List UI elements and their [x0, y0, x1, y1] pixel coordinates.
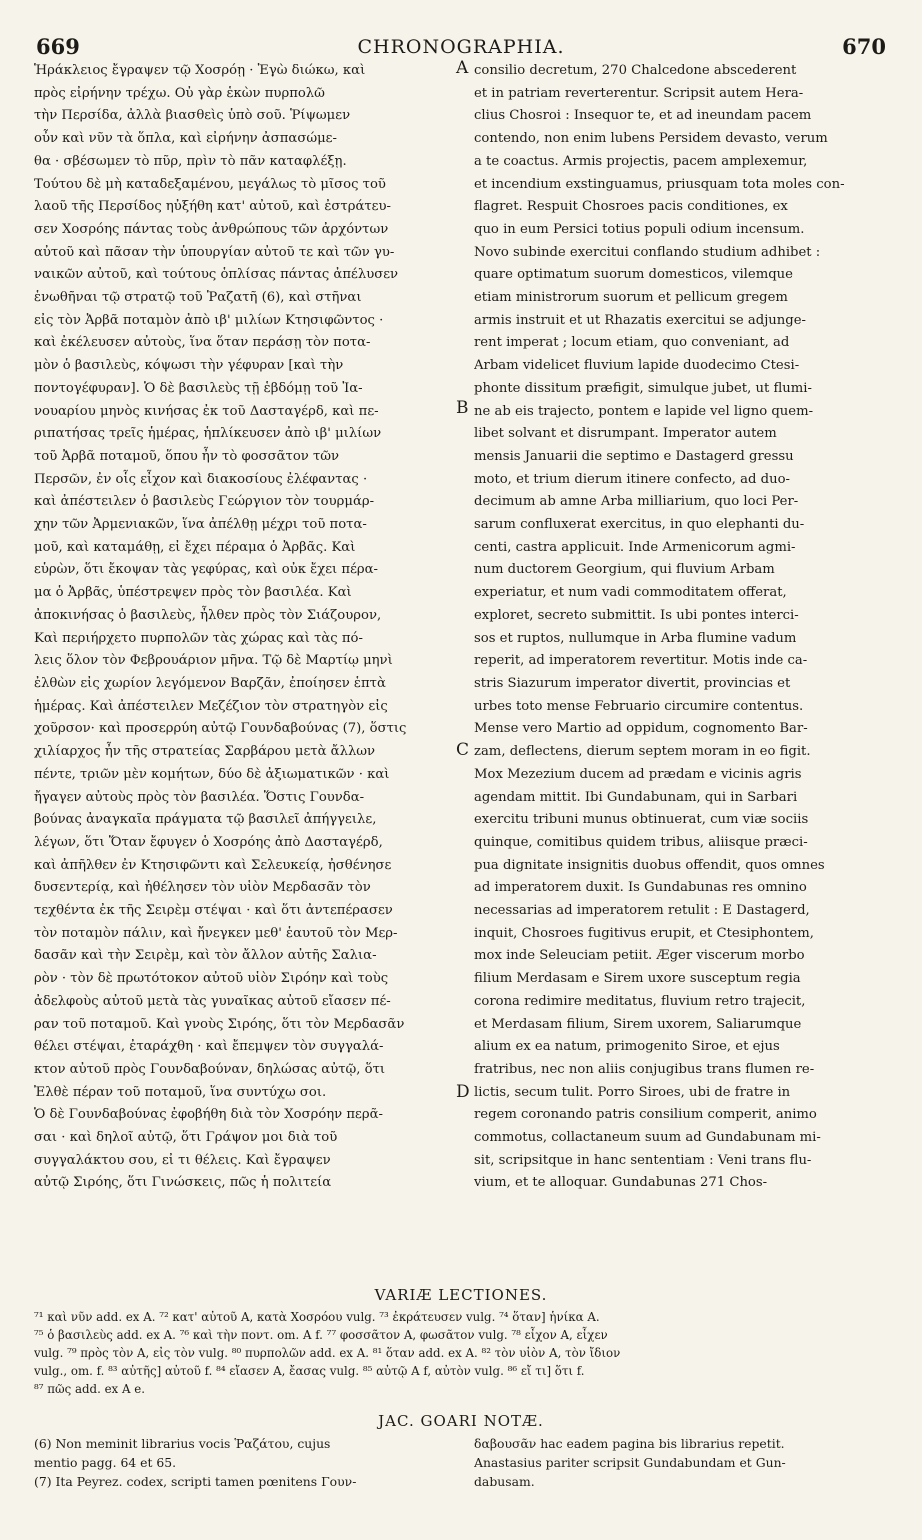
latin-text-line: regem coronando patris consilium comperit, animo: [474, 1107, 817, 1123]
greek-text-line: μὸν ὁ βασιλεὺς, κόψωσι τὴν γέφυραν [καὶ τὴν: [34, 358, 344, 374]
latin-text-line: moto, et trium dierum itinere confecto, ad duo-: [474, 471, 791, 487]
latin-text-line: vium, et te alloquar. Gundabunas 271 Chos-: [474, 1175, 768, 1191]
running-title: CHRONOGRAPHIA.: [357, 36, 565, 58]
margin-letter-d: D: [456, 1082, 470, 1102]
greek-text-line: μοῦ, καὶ καταμάθῃ, εἰ ἔχει πέραμα ὁ Ἀρβᾶς. Καὶ: [34, 539, 356, 555]
latin-text-line: exercitu tribuni munus obtinuerat, cum viæ sociis: [474, 812, 809, 828]
greek-text-line: πέντε, τριῶν μὲν κομήτων, δύο δὲ ἀξιωματικῶν · καὶ: [34, 766, 390, 782]
note-line: dabusam.: [474, 1474, 535, 1489]
latin-text-line: ad imperatorem duxit. Is Gundabunas res omnino: [474, 880, 807, 896]
latin-text-line: agendam mittit. Ibi Gundabunam, qui in Sarbari: [474, 789, 798, 805]
greek-text-line: ριπατήσας τρεῖς ἡμέρας, ἡπλίκευσεν ἀπὸ ιβ' μιλίων: [34, 426, 382, 442]
greek-text-line: μα ὁ Ἀρβᾶς, ὑπέστρεψεν πρὸς τὸν βασιλέα. Καὶ: [34, 585, 352, 601]
greek-text-line: Καὶ περιήρχετο πυρπολῶν τὰς χώρας καὶ τὰς πό-: [34, 630, 363, 646]
latin-text-line: urbes toto mense Februario circumire contentus.: [474, 698, 804, 714]
latin-text-line: commotus, collactaneum suum ad Gundabunam mi-: [474, 1130, 821, 1146]
latin-text-line: consilio decretum, 270 Chalcedone abscederent: [474, 63, 797, 78]
latin-text-line: experiatur, et num vadi commoditatem offerat,: [474, 585, 787, 601]
latin-text-line: libet solvant et disrumpant. Imperator autem: [474, 426, 777, 442]
latin-text-line: alium ex ea natum, primogenito Siroe, et ejus: [474, 1039, 780, 1055]
greek-text-line: αὐτοῦ καὶ πᾶσαν τὴν ὑπουργίαν αὐτοῦ τε καὶ τῶν γυ-: [34, 244, 395, 260]
latin-text-line: fratribus, nec non aliis conjugibus trans flumen re-: [474, 1061, 815, 1077]
greek-text-line: χην τῶν Ἀρμενιακῶν, ἵνα ἀπέλθῃ μέχρι τοῦ ποτα-: [34, 517, 367, 533]
greek-text-line: θέλει στέψαι, ἐταράχθη · καὶ ἔπεμψεν τὸν συγγαλά-: [34, 1039, 384, 1055]
greek-text-line: Τούτου δὲ μὴ καταδεξαμένου, μεγάλως τὸ μῖσος τοῦ: [34, 176, 386, 192]
greek-text-line: ραν τοῦ ποταμοῦ. Καὶ γνοὺς Σιρόης, ὅτι τὸν Μερδασᾶν: [34, 1016, 405, 1032]
greek-text-line: λέγων, ὅτι Ὅταν ἔφυγεν ὁ Χοσρόης ἀπὸ Δασταγέρδ,: [34, 834, 383, 850]
latin-text-line: phonte dissitum præfigit, simulque jubet, ut flumi-: [474, 380, 812, 396]
greek-text-line: δασᾶν καὶ τὴν Σειρὲμ, καὶ τὸν ἄλλον αὐτῆς Σαλια-: [34, 948, 377, 964]
latin-text-line: armis instruit et ut Rhazatis exercitui se adjunge-: [474, 312, 806, 328]
note-line: (6) Non meminit librarius vocis Ῥαζάτου, cujus: [34, 1436, 331, 1451]
greek-text-line: ἀδελφοὺς αὐτοῦ μετὰ τὰς γυναῖκας αὐτοῦ εἴασεν πέ-: [34, 993, 391, 1009]
variant-reading-line: vulg., om. f. ⁸³ αὐτῆς] αὐτοῦ f. ⁸⁴ εἴασεν A, ἔασας vulg. ⁸⁵ αὐτῷ A f, αὐτὸν vulg. ⁸⁶ εἴ τι] ὅτι f.: [34, 1364, 585, 1378]
greek-text-line: ἤγαγεν αὐτοὺς πρὸς τὸν βασιλέα. Ὅστις Γουνδα-: [34, 789, 365, 805]
latin-text-line: quo in eum Persici totius populi odium incensum.: [474, 221, 805, 237]
greek-text-line: ναικῶν αὐτοῦ, καὶ τούτους ὁπλίσας πάντας ἀπέλυσεν: [34, 267, 399, 283]
latin-text-line: necessarias ad imperatorem retulit : E Dastagerd,: [474, 903, 810, 919]
notae-title: JAC. GOARI NOTÆ.: [378, 1412, 544, 1430]
right-page-number: 670: [842, 34, 886, 59]
page-header: [34, 30, 888, 60]
latin-text-line: exploret, secreto submittit. Is ubi pontes interci-: [474, 607, 799, 623]
variae-lectiones: [34, 1308, 888, 1398]
left-page-number: 669: [36, 34, 80, 59]
latin-text-line: et in patriam reverterentur. Scripsit autem Hera-: [474, 85, 804, 101]
greek-text-line: βούνας ἀναγκαῖα πράγματα τῷ βασιλεῖ ἀπήγγειλε,: [34, 812, 377, 828]
latin-text-line: num ductorem Georgium, qui fluvium Arbam: [474, 562, 775, 578]
latin-text-line: stris Siazurum imperator divertit, provincias et: [474, 675, 791, 691]
latin-text-line: mox inde Seleuciam petiit. Æger viscerum morbo: [474, 948, 805, 964]
notes-right-column: [474, 1434, 884, 1491]
greek-text-line: καὶ ἀπέστειλεν ὁ βασιλεὺς Γεώργιον τὸν τουρμάρ-: [34, 494, 375, 510]
greek-column: [34, 60, 452, 1280]
latin-text-line: sit, scripsitque in hanc sententiam : Veni trans flu-: [474, 1152, 812, 1168]
greek-text-line: σεν Χοσρόης πάντας τοὺς ἀνθρώπους τῶν ἀρχόντων: [34, 221, 389, 237]
greek-text-line: Περσῶν, ἐν οἷς εἶχον καὶ διακοσίους ἐλέφαντας ·: [34, 471, 368, 487]
greek-text-line: ἡμέρας. Καὶ ἀπέστειλεν Μεζέζιον τὸν στρατηγὸν εἰς: [34, 698, 388, 714]
latin-text-line: clius Chosroi : Insequor te, et ad ineundam pacem: [474, 108, 812, 124]
latin-text-line: centi, castra applicuit. Inde Armenicorum agmi-: [474, 539, 796, 555]
latin-text-line: Mense vero Martio ad oppidum, cognomento Bar-: [474, 721, 808, 737]
greek-text-line: ποντογέφυραν]. Ὁ δὲ βασιλεὺς τῇ ἑβδόμῃ τοῦ Ἰα-: [34, 380, 363, 396]
goar-notes: [34, 1434, 888, 1514]
latin-text-line: etiam ministrorum suorum et pellicum gregem: [474, 290, 788, 306]
variant-reading-line: ⁷¹ καὶ νῦν add. ex A. ⁷² κατ' αὐτοῦ A, κατὰ Χοσρόου vulg. ⁷³ ἐκράτευσεν vulg. ⁷⁴ ὅταν] ἡνίκα A.: [34, 1310, 600, 1324]
note-line: (7) Ita Peyrez. codex, scripti tamen pœnitens Γουν-: [34, 1474, 357, 1489]
note-line: Anastasius pariter scripsit Gundabundam et Gun-: [474, 1455, 786, 1470]
greek-text-line: ἀποκινήσας ὁ βασιλεὺς, ἦλθεν πρὸς τὸν Σιάζουρον,: [34, 607, 382, 623]
variant-reading-line: ⁸⁷ πῶς add. ex A e.: [34, 1382, 145, 1396]
greek-text-line: οὖν καὶ νῦν τὰ ὅπλα, καὶ εἰρήνην ἀσπασώμε-: [34, 131, 337, 147]
greek-text-line: Ἐλθὲ πέραν τοῦ ποταμοῦ, ἵνα συντύχω σοι.: [34, 1084, 327, 1100]
latin-text-line: quinque, comitibus quidem tribus, aliisque præci-: [474, 834, 808, 850]
greek-text-line: τὸν ποταμὸν πάλιν, καὶ ἤνεγκεν μεθ' ἑαυτοῦ τὸν Μερ-: [34, 925, 398, 941]
greek-text-line: κτον αὐτοῦ πρὸς Γουνδαβούναν, δηλώσας αὐτῷ, ὅτι: [34, 1061, 386, 1077]
latin-column: [474, 60, 888, 1280]
latin-text-line: ne ab eis trajecto, pontem e lapide vel ligno quem-: [474, 403, 814, 419]
latin-text-line: flagret. Respuit Chosroes pacis conditiones, ex: [474, 199, 788, 215]
latin-text-line: contendo, non enim lubens Persidem devasto, verum: [474, 131, 828, 147]
variant-reading-line: vulg. ⁷⁹ πρὸς τὸν A, εἰς τὸν vulg. ⁸⁰ πυρπολῶν add. ex A. ⁸¹ ὅταν add. ex A. ⁸² τὸν υἱὸν A, τὸν ἴδιον: [34, 1346, 621, 1360]
greek-text-line: συγγαλάκτου σου, εἰ τι θέλεις. Καὶ ἔγραψεν: [34, 1152, 331, 1168]
margin-letter-c: C: [456, 740, 470, 760]
latin-text-line: sarum confluxerat exercitus, in quo elephanti du-: [474, 517, 805, 533]
latin-text-line: corona redimire meditatus, fluvium retro trajecit,: [474, 993, 806, 1009]
greek-text-line: Ὁ δὲ Γουνδαβούνας ἐφοβήθη διὰ τὸν Χοσρόην περᾶ-: [34, 1107, 383, 1123]
latin-text-line: sos et ruptos, nullumque in Arba flumine vadum: [474, 630, 797, 646]
latin-text-line: reperit, ad imperatorem revertitur. Motis inde ca-: [474, 653, 808, 669]
greek-text-line: ρὸν · τὸν δὲ πρωτότοκον αὐτοῦ υἱὸν Σιρόην καὶ τοὺς: [34, 971, 389, 987]
latin-text-line: rent imperat ; locum etiam, quo conveniant, ad: [474, 335, 790, 351]
margin-letter-b: B: [456, 398, 469, 418]
latin-text-line: et Merdasam filium, Sirem uxorem, Saliarumque: [474, 1016, 802, 1032]
latin-text-line: filium Merdasam e Sirem uxore susceptum regia: [474, 971, 801, 987]
margin-letter-a: A: [456, 58, 469, 78]
greek-text-line: σαι · καὶ δηλοῖ αὐτῷ, ὅτι Γράψον μοι διὰ τοῦ: [34, 1130, 338, 1146]
latin-text-line: Arbam videlicet fluvium lapide duodecimo Ctesi-: [474, 358, 800, 374]
latin-text-line: zam, deflectens, dierum septem moram in eo figit.: [474, 744, 811, 760]
greek-text-line: δυσεντερίᾳ, καὶ ἠθέλησεν τὸν υἱὸν Μερδασᾶν τὸν: [34, 880, 371, 896]
note-line: mentio pagg. 64 et 65.: [34, 1455, 177, 1470]
note-line: δαβουσᾶν hac eadem pagina bis librarius repetit.: [474, 1436, 785, 1451]
latin-text-line: et incendium exstinguamus, priusquam tota moles con-: [474, 176, 845, 192]
latin-text-line: quare optimatum suorum domesticos, vilemque: [474, 267, 793, 283]
greek-text-line: θα · σβέσωμεν τὸ πῦρ, πρὶν τὸ πᾶν καταφλέξῃ.: [34, 153, 347, 169]
variae-title: VARIÆ LECTIONES.: [374, 1286, 548, 1304]
latin-text-line: decimum ab amne Arba milliarium, quo loci Per-: [474, 494, 799, 510]
notes-left-column: [34, 1434, 444, 1491]
latin-text-line: Mox Mezezium ducem ad prædam e vicinis agris: [474, 766, 802, 782]
greek-text-line: πρὸς εἰρήνην τρέχω. Οὐ γὰρ ἑκὼν πυρπολῶ: [34, 85, 325, 101]
greek-text-line: εὑρὼν, ὅτι ἔκοψαν τὰς γεφύρας, καὶ οὐκ ἔχει πέρα-: [34, 562, 379, 578]
greek-text-line: χιλίαρχος ἦν τῆς στρατείας Σαρβάρου μετὰ ἄλλων: [34, 744, 376, 760]
latin-text-line: a te coactus. Armis projectis, pacem amplexemur,: [474, 153, 808, 169]
greek-text-line: ἑνωθῆναι τῷ στρατῷ τοῦ Ῥαζατῆ (6), καὶ στῆναι: [34, 290, 362, 306]
text-columns: [34, 60, 888, 1280]
greek-text-line: τεχθέντα ἐκ τῆς Σειρὲμ στέψαι · καὶ ὅτι ἀντεπέρασεν: [34, 903, 393, 919]
greek-text-line: τὴν Περσίδα, ἀλλὰ βιασθεὶς ὑπὸ σοῦ. Ῥίψωμεν: [34, 108, 351, 124]
greek-text-line: εἰς τὸν Ἀρβᾶ ποταμὸν ἀπὸ ιβ' μιλίων Κτησιφῶντος ·: [34, 312, 384, 328]
latin-text-line: Novo subinde exercitui conflando studium adhibet :: [474, 244, 821, 260]
greek-text-line: καὶ ἐκέλευσεν αὐτοὺς, ἵνα ὅταν περάσῃ τὸν ποτα-: [34, 335, 371, 351]
latin-text-line: mensis Januarii die septimo e Dastagerd gressu: [474, 448, 794, 464]
greek-text-line: λεις ὅλον τὸν Φεβρουάριον μῆνα. Τῷ δὲ Μαρτίῳ μηνὶ: [34, 653, 393, 669]
greek-text-line: νουαρίου μηνὸς κινήσας ἐκ τοῦ Δασταγέρδ, καὶ πε-: [34, 403, 379, 419]
latin-text-line: inquit, Chosroes fugitivus erupit, et Ctesiphontem,: [474, 925, 814, 941]
variant-reading-line: ⁷⁵ ὁ βασιλεὺς add. ex A. ⁷⁶ καὶ τὴν ποντ. om. A f. ⁷⁷ φοσσᾶτον A, φωσᾶτον vulg. ⁷⁸ εἶχον A, εἶχεν: [34, 1328, 608, 1342]
latin-text-line: pua dignitate insignitis duobus offendit, quos omnes: [474, 857, 825, 873]
greek-text-line: τοῦ Ἀρβᾶ ποταμοῦ, ὅπου ἦν τὸ φοσσᾶτον τῶν: [34, 448, 340, 464]
greek-text-line: καὶ ἀπῆλθεν ἐν Κτησιφῶντι καὶ Σελευκείᾳ, ἠσθένησε: [34, 857, 392, 873]
greek-text-line: ἐλθὼν εἰς χωρίον λεγόμενον Βαρζᾶν, ἐποίησεν ἑπτὰ: [34, 675, 386, 691]
greek-text-line: αὐτῷ Σιρόης, ὅτι Γινώσκεις, πῶς ἡ πολιτεία: [34, 1175, 332, 1191]
greek-text-line: λαοῦ τῆς Περσίδος ηὐξήθη κατ' αὐτοῦ, καὶ ἐστράτευ-: [34, 199, 391, 215]
greek-text-line: χοῦρσον· καὶ προσερρύη αὐτῷ Γουνδαβούνας (7), ὅστις: [34, 721, 407, 737]
greek-text-line: Ἡράκλειος ἔγραψεν τῷ Χοσρόῃ · Ἐγὼ διώκω, καὶ: [34, 63, 366, 78]
latin-text-line: lictis, secum tulit. Porro Siroes, ubi de fratre in: [474, 1084, 791, 1100]
